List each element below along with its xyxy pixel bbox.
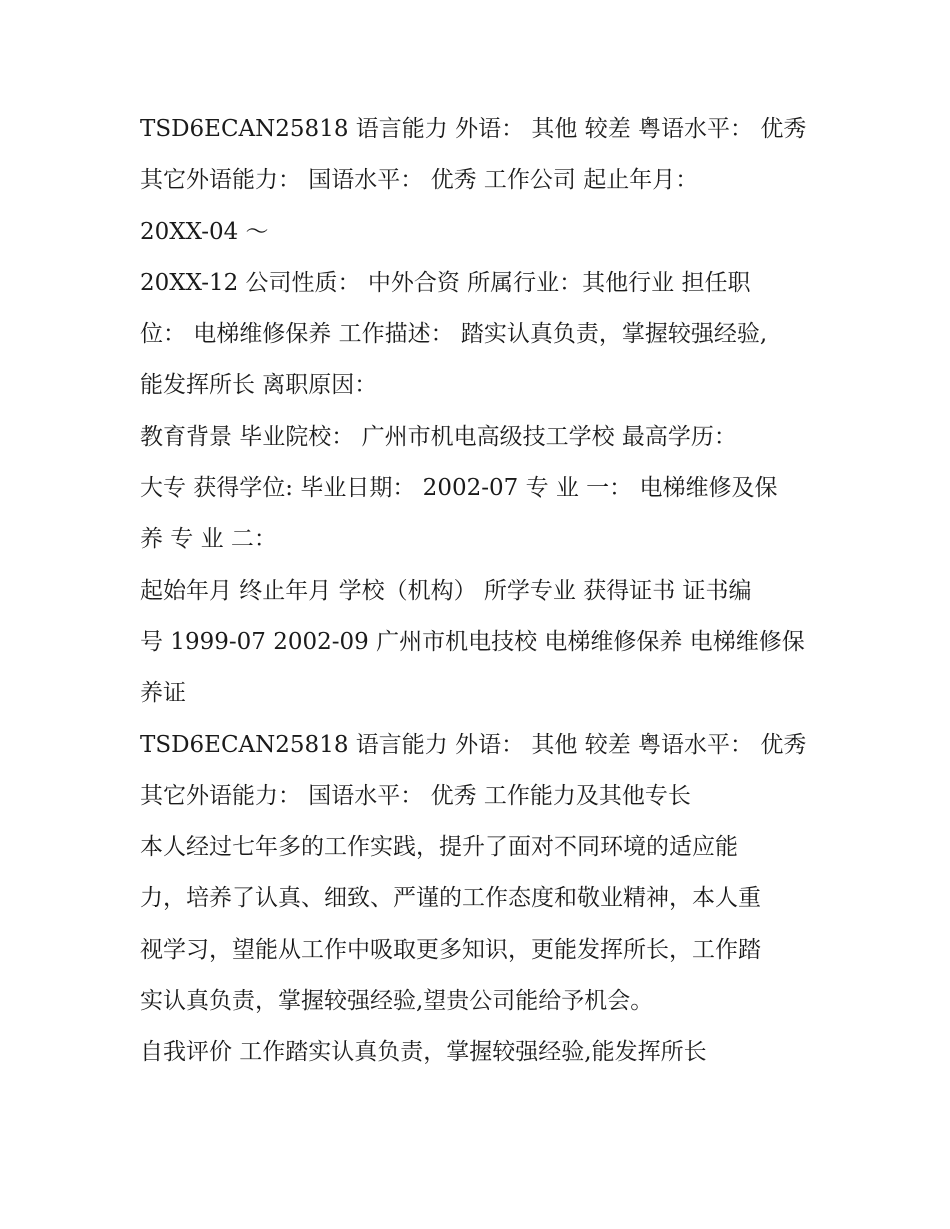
text-line: 20XX-12 公司性质： 中外合资 所属行业：其他行业 担任职	[140, 269, 751, 296]
text-line: 教育背景 毕业院校： 广州市机电高级技工学校 最高学历：	[140, 423, 737, 450]
text-line: 起始年月 终止年月 学校（机构） 所学专业 获得证书 证书编	[140, 577, 752, 604]
text-line: TSD6ECAN25818 语言能力 外语： 其他 较差 粤语水平： 优秀	[140, 116, 807, 142]
text-line: 20XX-04 ～	[140, 218, 269, 245]
text-line: 其它外语能力： 国语水平： 优秀 工作公司 起止年月：	[140, 167, 699, 194]
resume-body	[140, 104, 820, 1079]
text-line: 养证	[140, 680, 186, 707]
text-line: 视学习，望能从工作中吸取更多知识，更能发挥所长，工作踏	[140, 936, 761, 963]
text-line: 养 专 业 二：	[140, 526, 277, 553]
text-line: 号 1999-07 2002-09 广州市机电技校 电梯维修保养 电梯维修保	[140, 628, 805, 655]
text-line: 大专 获得学位: 毕业日期： 2002-07 专 业 一： 电梯维修及保	[140, 475, 778, 502]
text-line: TSD6ECAN25818 语言能力 外语： 其他 较差 粤语水平： 优秀	[140, 731, 807, 758]
text-line: 力，培养了认真、细致、严谨的工作态度和敬业精神，本人重	[140, 885, 761, 912]
text-line: 自我评价 工作踏实认真负责，掌握较强经验,能发挥所长	[140, 1039, 707, 1066]
text-line: 本人经过七年多的工作实践，提升了面对不同环境的适应能	[140, 834, 738, 861]
text-line: 其它外语能力： 国语水平： 优秀 工作能力及其他专长	[140, 782, 691, 809]
text-line: 能发挥所长 离职原因：	[140, 372, 378, 399]
text-line: 位： 电梯维修保养 工作描述： 踏实认真负责，掌握较强经验,	[140, 321, 768, 348]
text-line: 实认真负责，掌握较强经验,望贵公司能给予机会。	[140, 988, 654, 1015]
